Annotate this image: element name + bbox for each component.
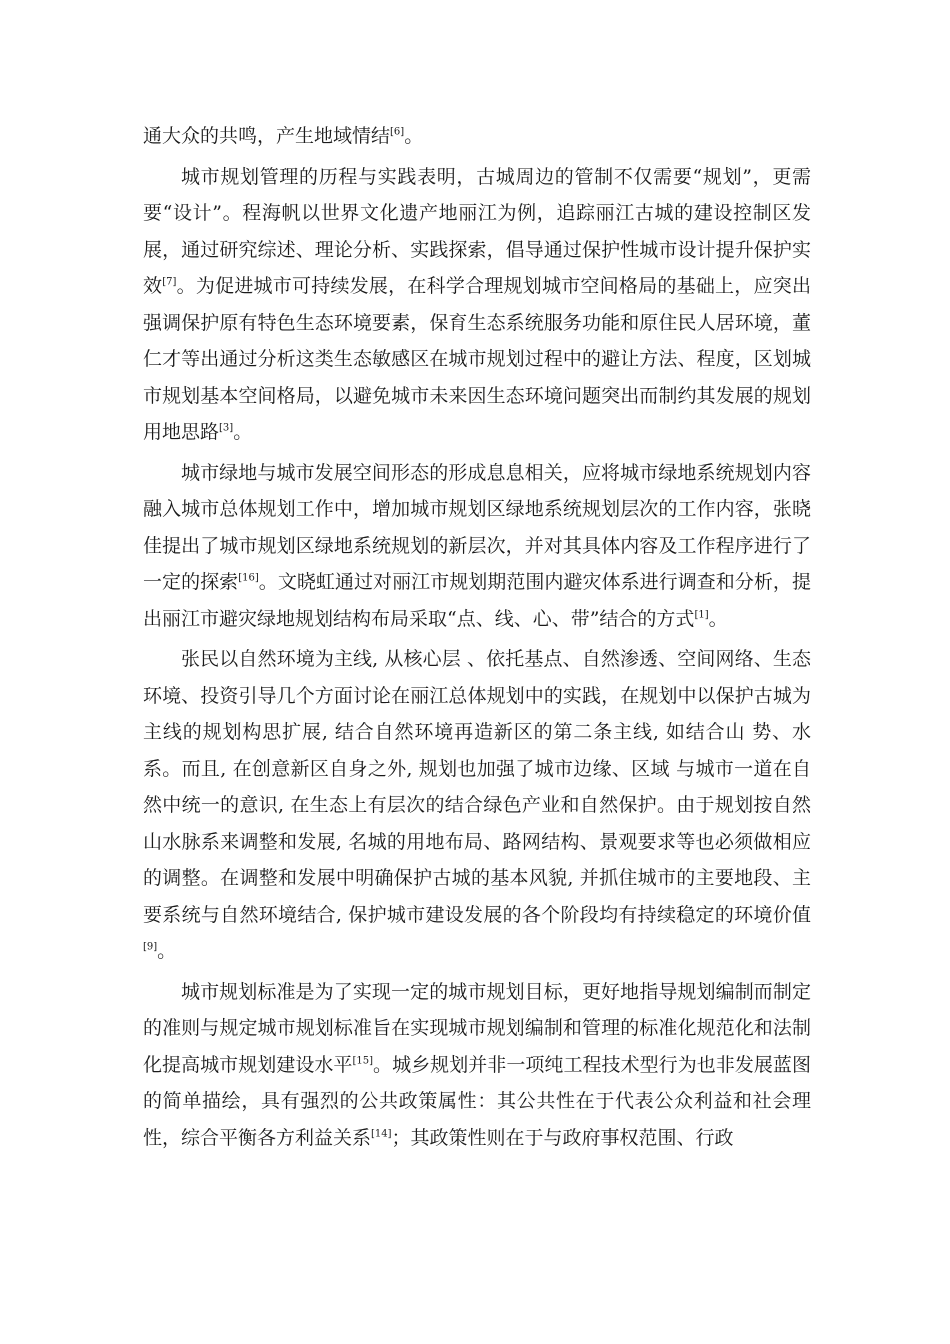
paragraph-text: 。为促进城市可持续发展，在科学合理规划城市空间格局的基础上，应突出强调保护原有特色生态环境要素，保育生态系统服务功能和原住民人居环境，董仁才等出通过分析这类生态敏感区在城市规划过程中的避让方法、程度，区划城市规划基本空间格局，以避免城市未来因生态环境问题突出而制约其发展的规划用地思路 — [143, 275, 811, 443]
paragraph-text: 。 — [157, 940, 177, 962]
citation-mark: [9] — [143, 941, 158, 953]
citation-mark: [6] — [390, 126, 405, 138]
paragraph-5 — [143, 974, 811, 1157]
paragraph-text: 城市绿地与城市发展空间形态的形成息息相关，应将城市绿地系统规划内容融入城市总体规划工作中，增加城市规划区绿地系统规划层次的工作内容，张晓佳提出了城市规划区绿地系统规划的新层次，并对其具体内容及工作程序进行了一定的探索 — [143, 461, 811, 593]
paragraph-3 — [143, 455, 811, 638]
paragraph-1 — [143, 118, 811, 155]
paragraph-text: 城市规划管理的历程与实践表明，古城周边的管制不仅需要“规划”，更需要“设计”。程海帆以世界文化遗产地丽江为例，追踪丽江古城的建设控制区发展，通过研究综述、理论分析、实践探索，倡导通过保护性城市设计提升保护实效 — [143, 165, 811, 297]
citation-mark: [3] — [219, 422, 234, 434]
paragraph-text: 张民以自然环境为主线, 从核心层 、依托基点、自然渗透、空间网络、生态环境、投资引导几个方面讨论在丽江总体规划中的实践，在规划中以保护古城为主线的规划构思扩展, 结合自然环境再造新区的第二条主线, 如结合山 势、水系。而且, 在创意新区自身之外, 规划也加强了城市边缘、区域 与城市一道在自然中统一的意识, 在生态上有层次的结合绿色产业和自然保护。由于规划按自然山水脉系来调整和发展, 名城的用地布局、路网结构、景观要求等也必须做相应的调整。在调整和发展中明确保护古城的基本风貌, 并抓住城市的主要地段、主要系统与自然环境结合, 保护城市建设发展的各个阶段均有持续稳定的环境价值 — [143, 648, 811, 926]
citation-mark: [16] — [238, 572, 259, 584]
citation-mark: [15] — [352, 1055, 373, 1067]
paragraph-text: 。 — [233, 421, 253, 443]
citation-mark: [14] — [371, 1128, 392, 1140]
citation-mark: [7] — [162, 276, 177, 288]
paragraph-text: 。 — [708, 607, 728, 630]
document-page — [143, 118, 811, 1160]
paragraph-4 — [143, 641, 811, 970]
paragraph-text: 。 — [404, 125, 424, 147]
citation-mark: [1] — [694, 609, 709, 621]
paragraph-text: ；其政策性则在于与政府事权范围、行政 — [391, 1126, 734, 1149]
paragraph-text: 。城乡规划并非一项纯工程技术型行为也非发展蓝图的简单描绘，具有强烈的公共政策属性：其公共性在于代表公众利益和社会理性，综合平衡各方利益关系 — [143, 1053, 811, 1149]
paragraph-text: 通大众的共鸣，产生地域情结 — [143, 125, 391, 147]
paragraph-2 — [143, 159, 811, 451]
paragraph-text: 城市规划标准是为了实现一定的城市规划目标，更好地指导规划编制而制定的准则与规定城市规划标准旨在实现城市规划编制和管理的标准化规范化和法制化提高城市规划建设水平 — [143, 980, 811, 1076]
paragraph-text: 。文晓虹通过对丽江市规划期范围内避灾体系进行调查和分析，提出丽江市避灾绿地规划结构布局采取“点、线、心、带”结合的方式 — [143, 571, 811, 630]
